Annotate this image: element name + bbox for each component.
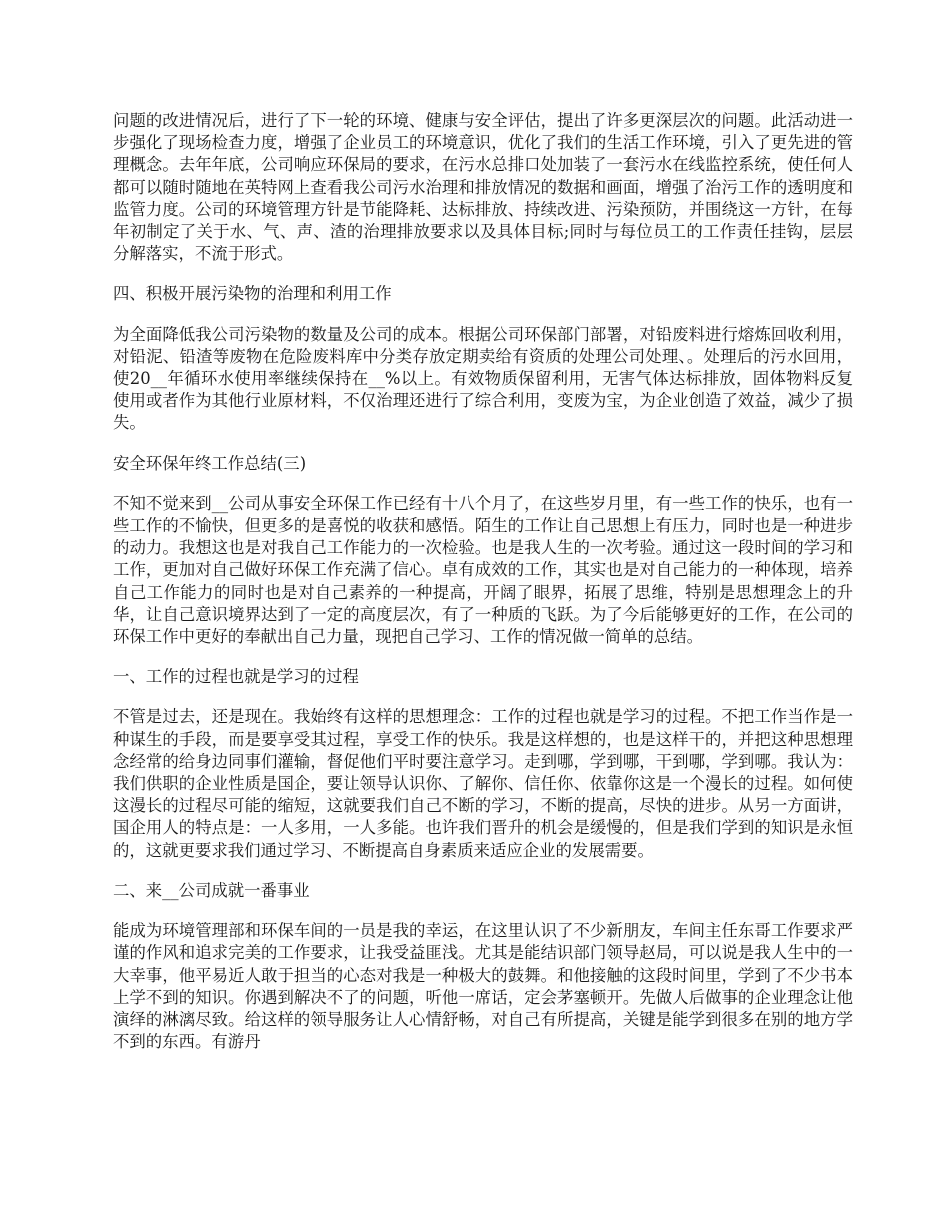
heading-work-is-learning: 一、工作的过程也就是学习的过程: [113, 667, 359, 687]
paragraph-learning-process: 不管是过去，还是现在。我始终有这样的思想理念：工作的过程也就是学习的过程。不把工作当作是一种谋生的手段，而是要享受其过程，享受工作的快乐。我是这样想的，也是这样干的，并把这种思想理念经常的给身边同事们灌输，督促他们平时要注意学习。走到哪，学到哪，干到哪，学到哪。我认为：我们供职的企业性质是国企，要让领导认识你、了解你、信任你、依靠你这是一个漫长的过程。如何使这漫长的过程尽可能的缩短，这就要我们自己不断的学习，不断的提高，尽快的进步。从另一方面讲，国企用人的特点是：一人多用，一人多能。也许我们晋升的机会是缓慢的，但是我们学到的知识是永恒的，这就更要求我们通过学习、不断提高自身素质来适应企业的发展需要。: [113, 707, 853, 860]
document-page: [113, 110, 853, 1071]
heading-career-achievement: 二、来__公司成就一番事业: [113, 880, 310, 900]
paragraph-eighteen-months: 不知不觉来到__公司从事安全环保工作已经有十八个月了，在这些岁月里，有一些工作的快乐，也有一些工作的不愉快，但更多的是喜悦的收获和感悟。陌生的工作让自己思想上有压力，同时也是一种进步的动力。我想这也是对我自己工作能力的一次检验。也是我人生的一次考验。通过这一段时间的学习和工作，更加对自己做好环保工作充满了信心。卓有成效的工作，其实也是对自己能力的一种体现，培养自己工作能力的同时也是对自己素养的一种提高，开阔了眼界，拓展了思维，特别是思想理念上的升华，让自己意识境界达到了一定的高度层次，有了一种质的飞跃。为了今后能够更好的工作，在公司的环保工作中更好的奉献出自己力量，现把自己学习、工作的情况做一简单的总结。: [113, 493, 853, 647]
paragraph-pollutant-reduction: 为全面降低我公司污染物的数量及公司的成本。根据公司环保部门部署，对铅废料进行熔炼回收利用，对铅泥、铅渣等废物在危险废料库中分类存放定期卖给有资质的处理公司处理、。处理后的污水回用，使20__年循环水使用率继续保持在__%以上。有效物质保留利用，无害气体达标排放，固体物料反复使用或者作为其他行业原材料，不仅治理还进行了综合利用，变废为宝，为企业创造了效益，减少了损失。: [113, 324, 853, 433]
paragraph-department-colleagues: 能成为环境管理部和环保车间的一员是我的幸运，在这里认识了不少新朋友，车间主任东哥工作要求严谨的作风和追求完美的工作要求，让我受益匪浅。尤其是能结识部门领导赵局，可以说是我人生中的一大幸事，他平易近人敢于担当的心态对我是一种极大的鼓舞。和他接触的这段时间里，学到了不少书本上学不到的知识。你遇到解决不了的问题，听他一席话，定会茅塞顿开。先做人后做事的企业理念让他演绎的淋漓尽致。给这样的领导服务让人心情舒畅，对自己有所提高，关键是能学到很多在别的地方学不到的东西。有游丹: [113, 921, 853, 1052]
paragraph-environment-management: 问题的改进情况后，进行了下一轮的环境、健康与安全评估，提出了许多更深层次的问题。此活动进一步强化了现场检查力度，增强了企业员工的环境意识，优化了我们的生活工作环境，引入了更先进的管理概念。去年年底，公司响应环保局的要求，在污水总排口处加装了一套污水在线监控系统，使任何人都可以随时随地在英特网上查看我公司污水治理和排放情况的数据和画面，增强了治污工作的透明度和监管力度。公司的环境管理方针是节能降耗、达标排放、持续改进、污染预防，并围绕这一方针，在每年初制定了关于水、气、声、渣的治理排放要求以及具体目标;同时与每位员工的工作责任挂钩，层层分解落实，不流于形式。: [113, 111, 853, 264]
heading-pollutant-treatment: 四、积极开展污染物的治理和利用工作: [113, 284, 392, 304]
heading-year-end-summary-three: 安全环保年终工作总结(三): [113, 453, 307, 473]
